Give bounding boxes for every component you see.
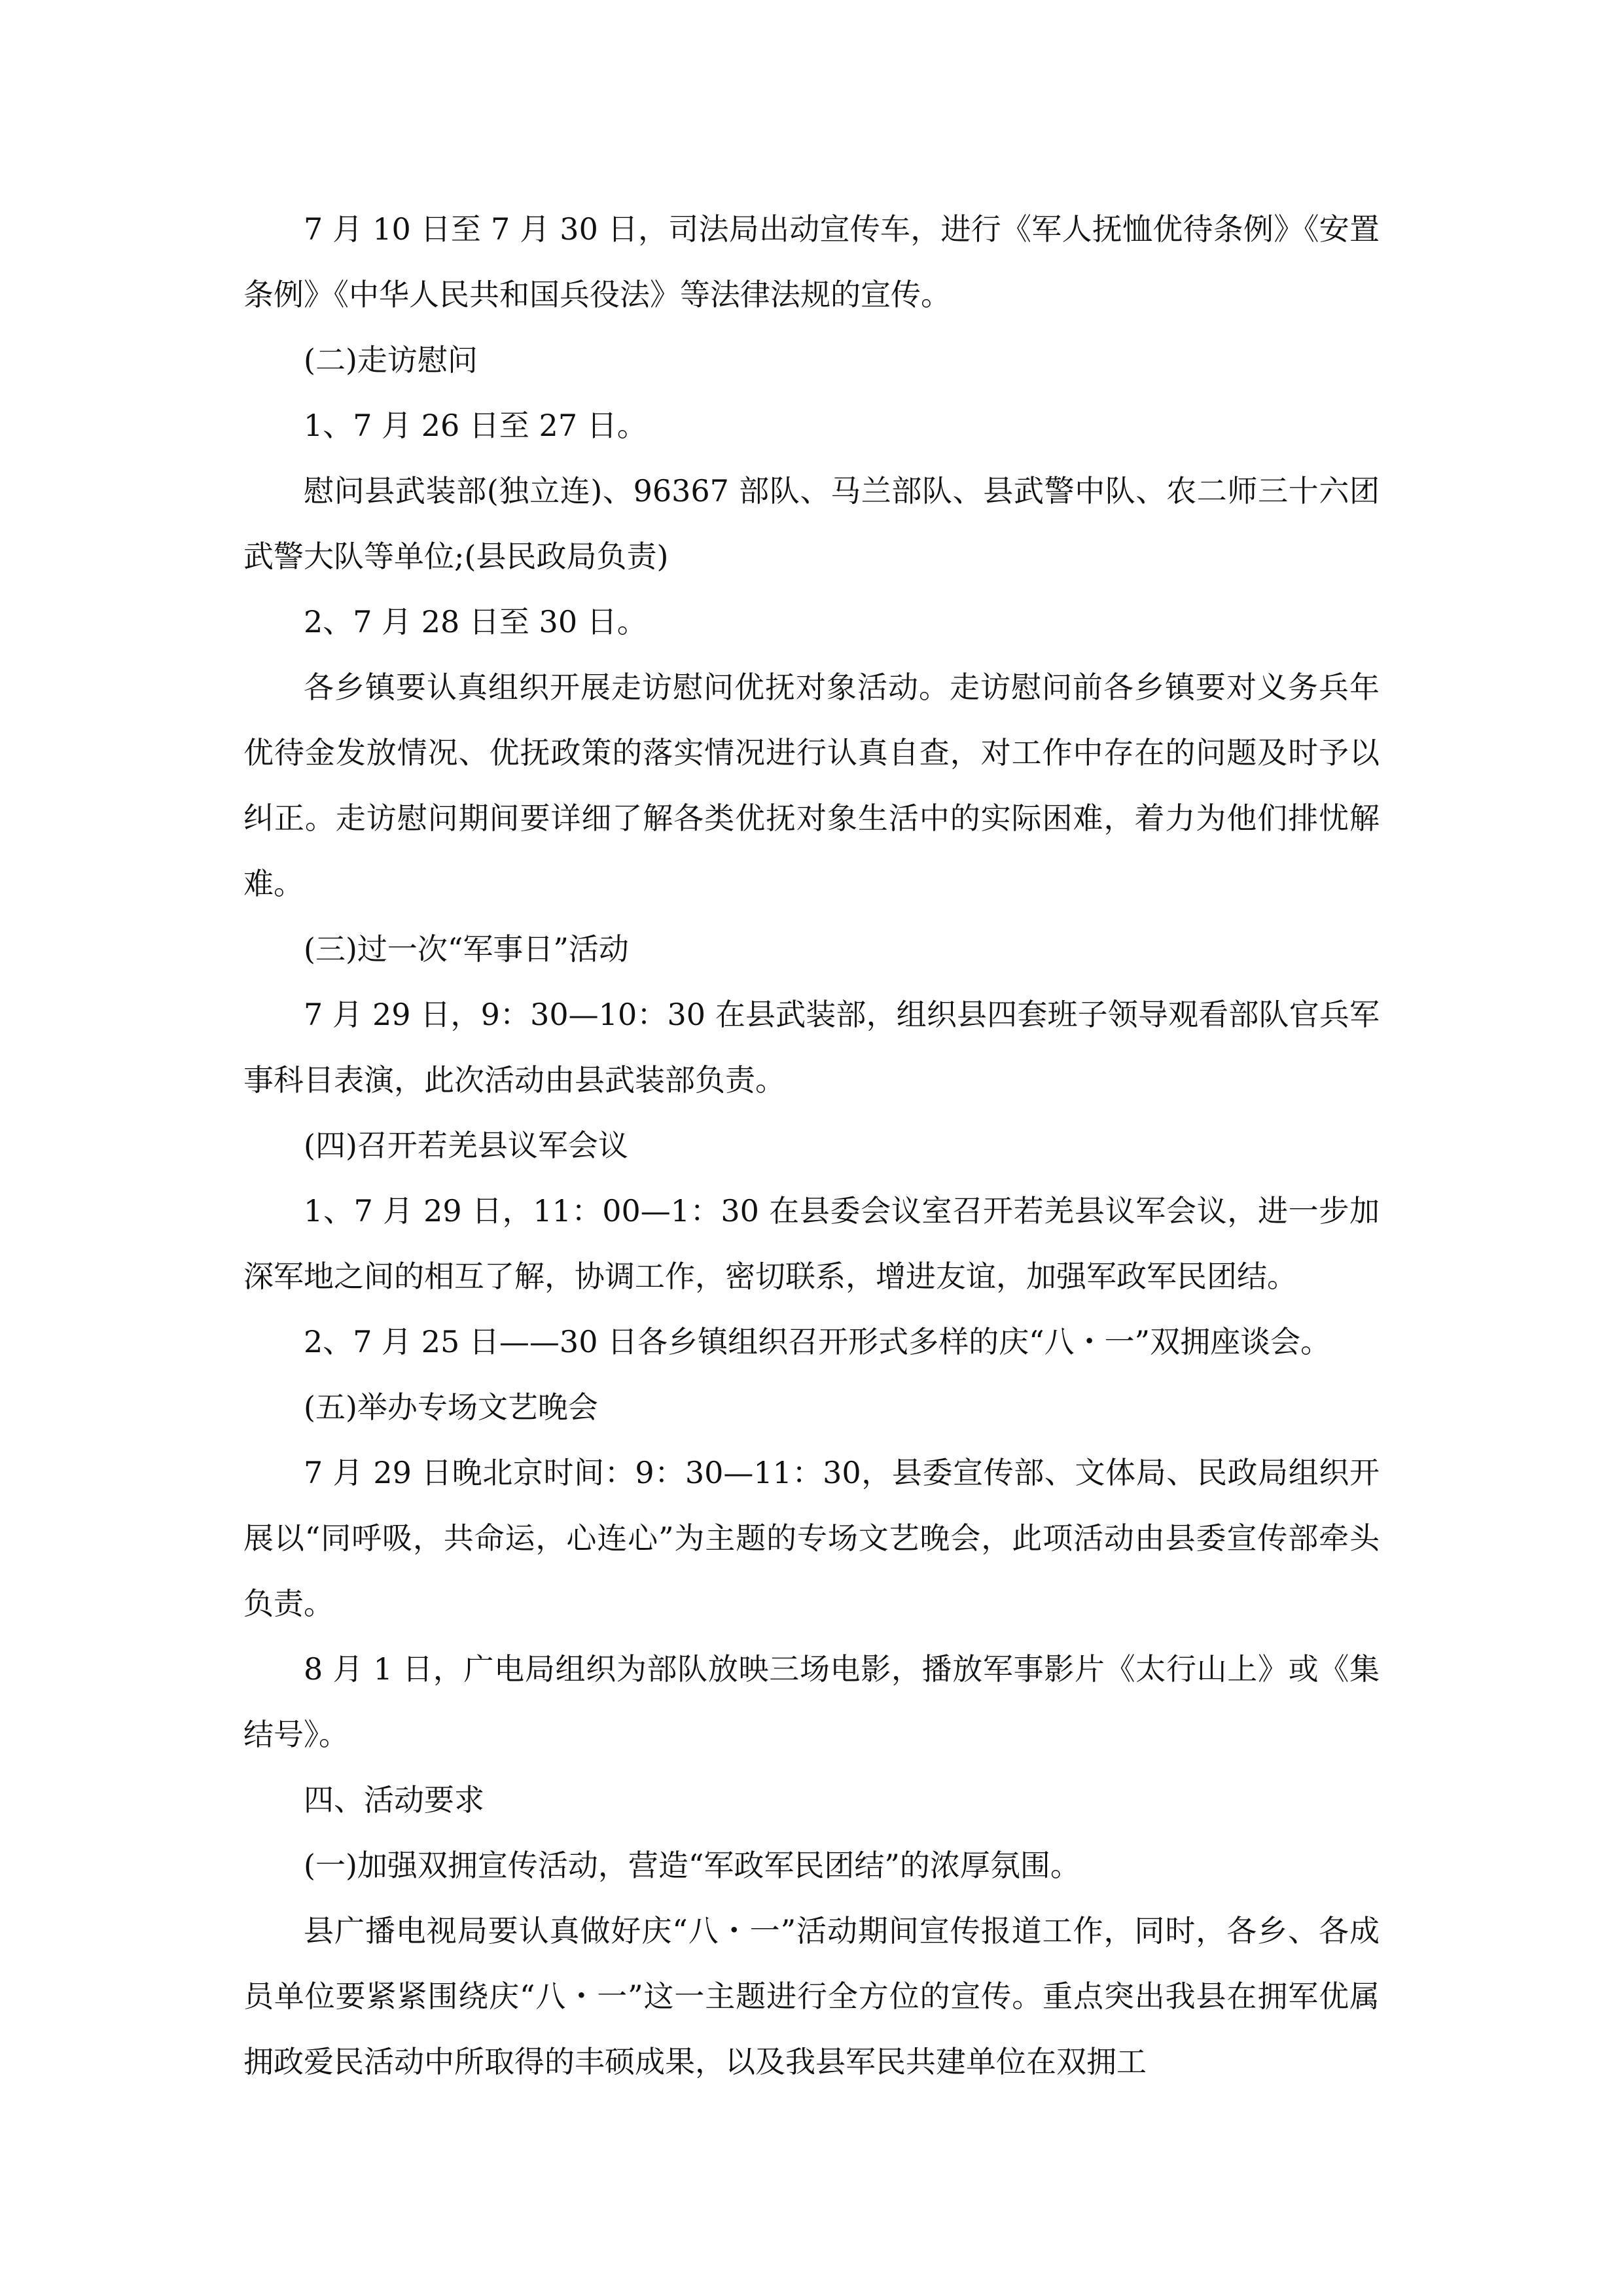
paragraph: 1、7 月 29 日，11：00—1：30 在县委会议室召开若羌县议军会议，进一步加深军地之间的相互了解，协调工作，密切联系，增进友谊，加强军政军民团结。	[243, 1193, 1380, 1294]
paragraph: 8 月 1 日，广电局组织为部队放映三场电影，播放军事影片《太行山上》或《集结号》。	[243, 1651, 1380, 1752]
paragraph: 县广播电视局要认真做好庆“八・一”活动期间宣传报道工作，同时，各乡、各成员单位要紧紧围绕庆“八・一”这一主题进行全方位的宣传。重点突出我县在拥军优属拥政爱民活动中所取得的丰硕成果，以及我县军民共建单位在双拥工	[243, 1913, 1380, 2079]
section-heading: (四)召开若羌县议军会议	[304, 1128, 628, 1163]
document-body	[243, 196, 1380, 2094]
section-heading: (一)加强双拥宣传活动，营造“军政军民团结”的浓厚氛围。	[304, 1848, 1080, 1883]
paragraph: 7 月 29 日，9：30—10：30 在县武装部，组织县四套班子领导观看部队官兵军事科目表演，此次活动由县武装部负责。	[243, 997, 1380, 1098]
paragraph: 慰问县武装部(独立连)、96367 部队、马兰部队、县武警中队、农二师三十六团武警大队等单位;(县民政局负责)	[243, 473, 1380, 574]
paragraph: 7 月 29 日晚北京时间：9：30—11：30，县委宣传部、文体局、民政局组织开展以“同呼吸，共命运，心连心”为主题的专场文艺晚会，此项活动由县委宣传部牵头负责。	[243, 1455, 1380, 1621]
paragraph: 2、7 月 28 日至 30 日。	[304, 604, 647, 639]
paragraph: 1、7 月 26 日至 27 日。	[304, 408, 647, 443]
section-heading: (三)过一次“军事日”活动	[304, 931, 629, 967]
paragraph: 2、7 月 25 日——30 日各乡镇组织召开形式多样的庆“八・一”双拥座谈会。	[304, 1324, 1331, 1359]
section-heading: (二)走访慰问	[304, 342, 478, 378]
section-heading: 四、活动要求	[304, 1782, 484, 1818]
section-heading: (五)举办专场文艺晚会	[304, 1390, 598, 1425]
paragraph: 各乡镇要认真组织开展走访慰问优抚对象活动。走访慰问前各乡镇要对义务兵年优待金发放情况、优抚政策的落实情况进行认真自查，对工作中存在的问题及时予以纠正。走访慰问期间要详细了解各类优抚对象生活中的实际困难，着力为他们排忧解难。	[243, 670, 1380, 901]
paragraph: 7 月 10 日至 7 月 30 日，司法局出动宣传车，进行《军人抚恤优待条例》《安置条例》《中华人民共和国兵役法》等法律法规的宣传。	[243, 211, 1380, 312]
